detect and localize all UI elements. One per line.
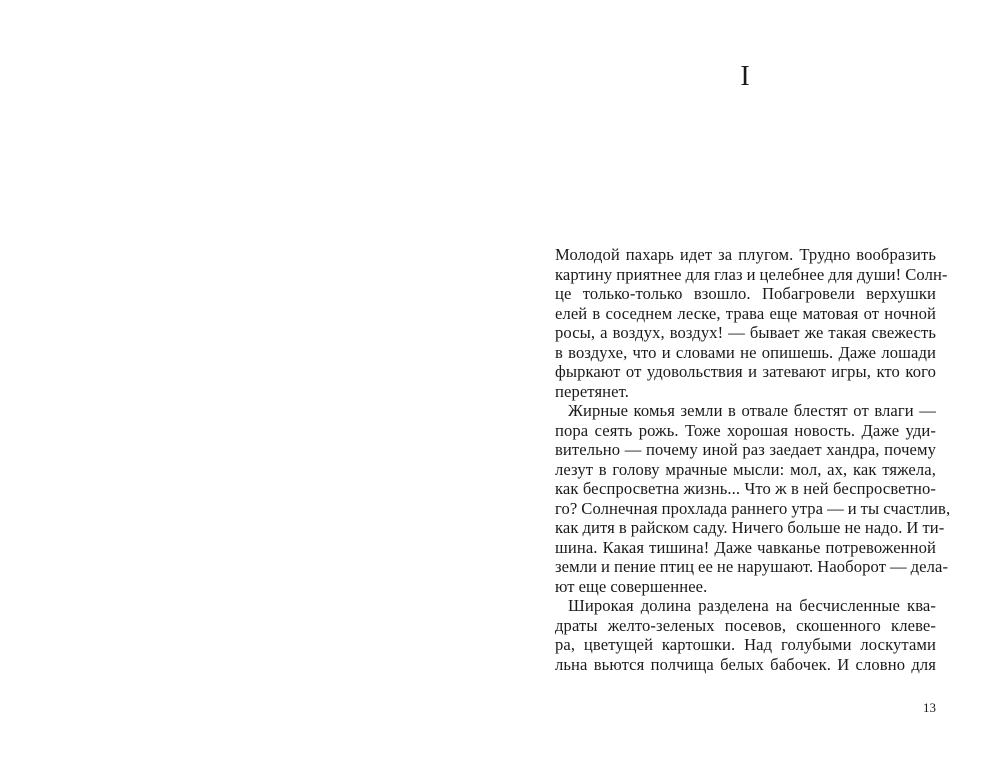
text-line: пора сеять рожь. Тоже хорошая новость. Даже уди- <box>555 420 936 440</box>
text-line: го? Солнечная прохлада раннего утра — и ты счастлив, <box>555 498 951 518</box>
text-line: ра, цветущей картошки. Над голубыми лоскутами <box>555 635 936 654</box>
paragraph <box>555 596 936 674</box>
text-line: как дитя в райском саду. Ничего больше не надо. И ти- <box>555 518 945 537</box>
chapter-number: I <box>740 61 751 92</box>
text-line: елей в соседнем леске, трава еще матовая от ночной <box>555 303 936 323</box>
text-line: Молодой пахарь идет за плугом. Трудно вообразить <box>555 245 936 264</box>
body-text <box>555 245 951 674</box>
text-line: ют еще совершеннее. <box>555 576 708 596</box>
paragraph <box>555 401 951 596</box>
page-number: 13 <box>923 700 936 715</box>
text-line: льна вьются полчища белых бабочек. И словно для <box>555 654 936 674</box>
text-line: перетянет. <box>555 381 629 401</box>
paragraph <box>555 245 948 401</box>
text-line: фыркают от удовольствия и затевают игры, кто кого <box>555 362 936 381</box>
text-line: це только-только взошло. Побагровели верхушки <box>555 284 936 303</box>
text-line: росы, а воздух, воздух! — бывает же такая свежесть <box>555 323 936 342</box>
text-line: в воздухе, что и словами не опишешь. Даже лошади <box>555 342 936 362</box>
text-line: драты желто-зеленых посевов, скошенного клеве- <box>555 615 936 635</box>
text-line: как беспросветна жизнь... Что ж в ней беспросветно- <box>555 479 936 498</box>
text-line: земли и пение птиц ее не нарушают. Наоборот — дела- <box>555 557 949 576</box>
text-line: картину приятнее для глаз и целебнее для души! Солн- <box>555 264 948 284</box>
text-line: Широкая долина разделена на бесчисленные ква- <box>568 596 936 615</box>
text-line: Жирные комья земли в отвале блестят от влаги — <box>568 401 936 420</box>
text-line: шина. Какая тишина! Даже чавканье потревоженной <box>555 537 936 557</box>
text-line: вительно — почему иной раз заедает хандра, почему <box>555 440 936 459</box>
text-line: лезут в голову мрачные мысли: мол, ах, как тяжела, <box>555 459 936 479</box>
